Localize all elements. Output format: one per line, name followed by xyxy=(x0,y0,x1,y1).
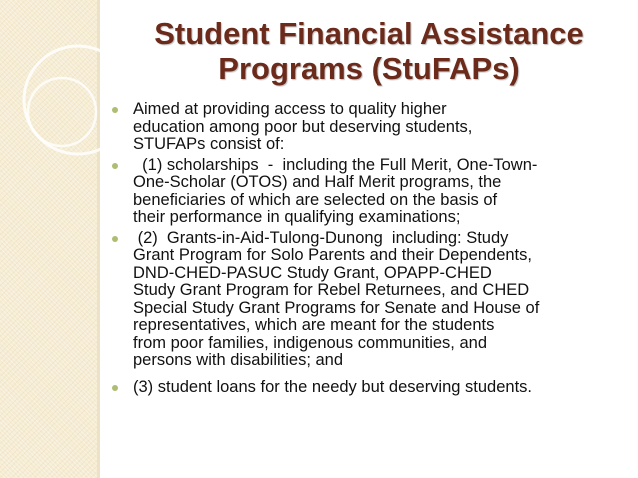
decorative-circle-small xyxy=(28,78,96,146)
bullet-dot-icon xyxy=(112,107,118,113)
bullet-line: STUFAPs consist of: xyxy=(133,135,285,153)
bullet-line: (2) Grants-in-Aid-Tulong-Dunong including: Study xyxy=(133,228,509,247)
bullet-line: Aimed at providing access to quality higher xyxy=(133,100,447,118)
bullet-line: education among poor but deserving students, xyxy=(133,117,473,136)
bullet-dot-icon xyxy=(112,385,118,391)
bullet-line: from poor families, indigenous communities, and xyxy=(133,333,488,352)
bullet-item-grants-in-aid xyxy=(107,230,619,370)
bullet-line: DND-CHED-PASUC Study Grant, OPAPP-CHED xyxy=(133,263,492,282)
bullet-item-aim xyxy=(107,101,619,154)
bullet-line: One-Scholar (OTOS) and Half Merit programs, the xyxy=(133,173,502,191)
bullet-line: representatives, which are meant for the students xyxy=(133,316,495,334)
title-line-2: Programs (StuFAPs) xyxy=(218,51,520,86)
bullet-item-scholarships xyxy=(107,157,619,227)
slide-title xyxy=(100,16,638,86)
bullet-line: Grant Program for Solo Parents and their Dependents, xyxy=(133,246,532,264)
bullet-dot-icon xyxy=(112,236,118,242)
bullet-dot-icon xyxy=(112,163,118,169)
bullet-item-student-loans xyxy=(107,379,619,397)
bullet-line: Study Grant Program for Rebel Returnees, and CHED xyxy=(133,281,530,299)
bullet-line: their performance in qualifying examinations; xyxy=(133,208,461,226)
bullet-line: beneficiaries of which are selected on the basis of xyxy=(133,190,498,209)
bullet-list xyxy=(107,101,619,399)
title-line-1: Student Financial Assistance xyxy=(154,16,584,51)
bullet-line: persons with disabilities; and xyxy=(133,351,344,369)
bullet-line: (1) scholarships - including the Full Merit, One-Town- xyxy=(133,155,538,174)
bullet-line: (3) student loans for the needy but deserving students. xyxy=(133,377,532,396)
bullet-line: Special Study Grant Programs for Senate and House of xyxy=(133,298,540,317)
